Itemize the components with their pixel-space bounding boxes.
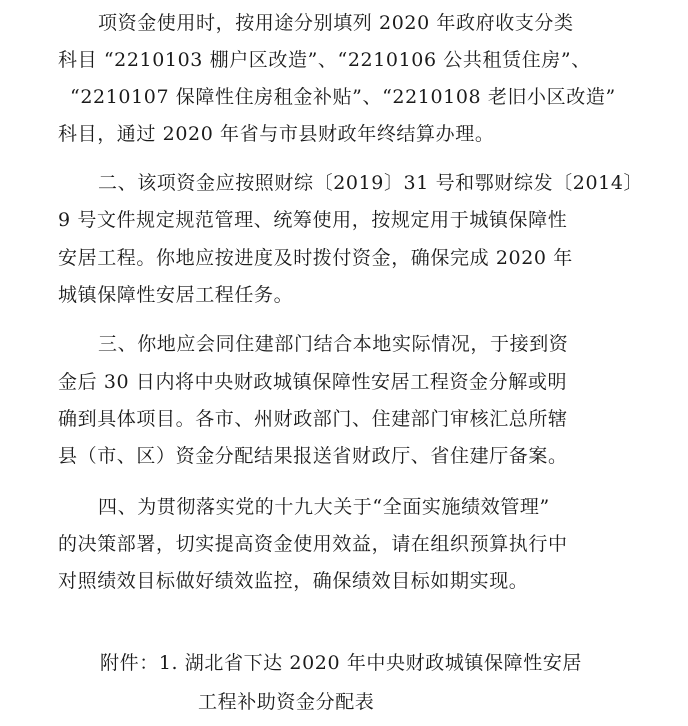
paragraph-4-line-1: 四、为贯彻落实党的十九大关于“全面实施绩效管理” — [98, 496, 550, 518]
paragraph-2-line-1: 二、该项资金应按照财综〔2019〕31 号和鄂财综发〔2014〕 — [98, 172, 644, 194]
attachment-line-2: 工程补助资金分配表 — [198, 691, 375, 713]
paragraph-2-line-3: 安居工程。你地应按进度及时拨付资金，确保完成 2020 年 — [58, 247, 573, 269]
attachment-label: 附件： — [100, 652, 159, 674]
paragraph-4-line-2: 的决策部署，切实提高资金使用效益，请在组织预算执行中 — [58, 533, 568, 555]
paragraph-2-line-2: 9 号文件规定规范管理、统筹使用，按规定用于城镇保障性 — [58, 209, 568, 231]
attachment-item-1-title: 1. 湖北省下达 2020 年中央财政城镇保障性安居 — [158, 652, 583, 674]
paragraph-3-line-1: 三、你地应会同住建部门结合本地实际情况，于接到资 — [98, 333, 569, 355]
paragraph-intro-line-4: 科目，通过 2020 年省与市县财政年终结算办理。 — [58, 123, 495, 145]
paragraph-intro-line-3: “2210107 保障性住房租金补贴”、“2210108 老旧小区改造” — [70, 86, 616, 108]
paragraph-4-line-3: 对照绩效目标做好绩效监控，确保绩效目标如期实现。 — [58, 570, 529, 592]
paragraph-2-line-4: 城镇保障性安居工程任务。 — [58, 284, 294, 306]
paragraph-3-line-2: 金后 30 日内将中央财政城镇保障性安居工程资金分解或明 — [58, 371, 568, 393]
paragraph-3-line-3: 确到具体项目。各市、州财政部门、住建部门审核汇总所辖 — [58, 408, 568, 430]
paragraph-3-line-4: 县（市、区）资金分配结果报送省财政厅、省住建厅备案。 — [58, 445, 568, 467]
attachment-line-1 — [100, 648, 688, 678]
paragraph-intro-line-1: 项资金使用时，按用途分别填列 2020 年政府收支分类 — [98, 12, 574, 34]
paragraph-intro-line-2: 科目 “2210103 棚户区改造”、“2210106 公共租赁住房”、 — [58, 49, 591, 71]
